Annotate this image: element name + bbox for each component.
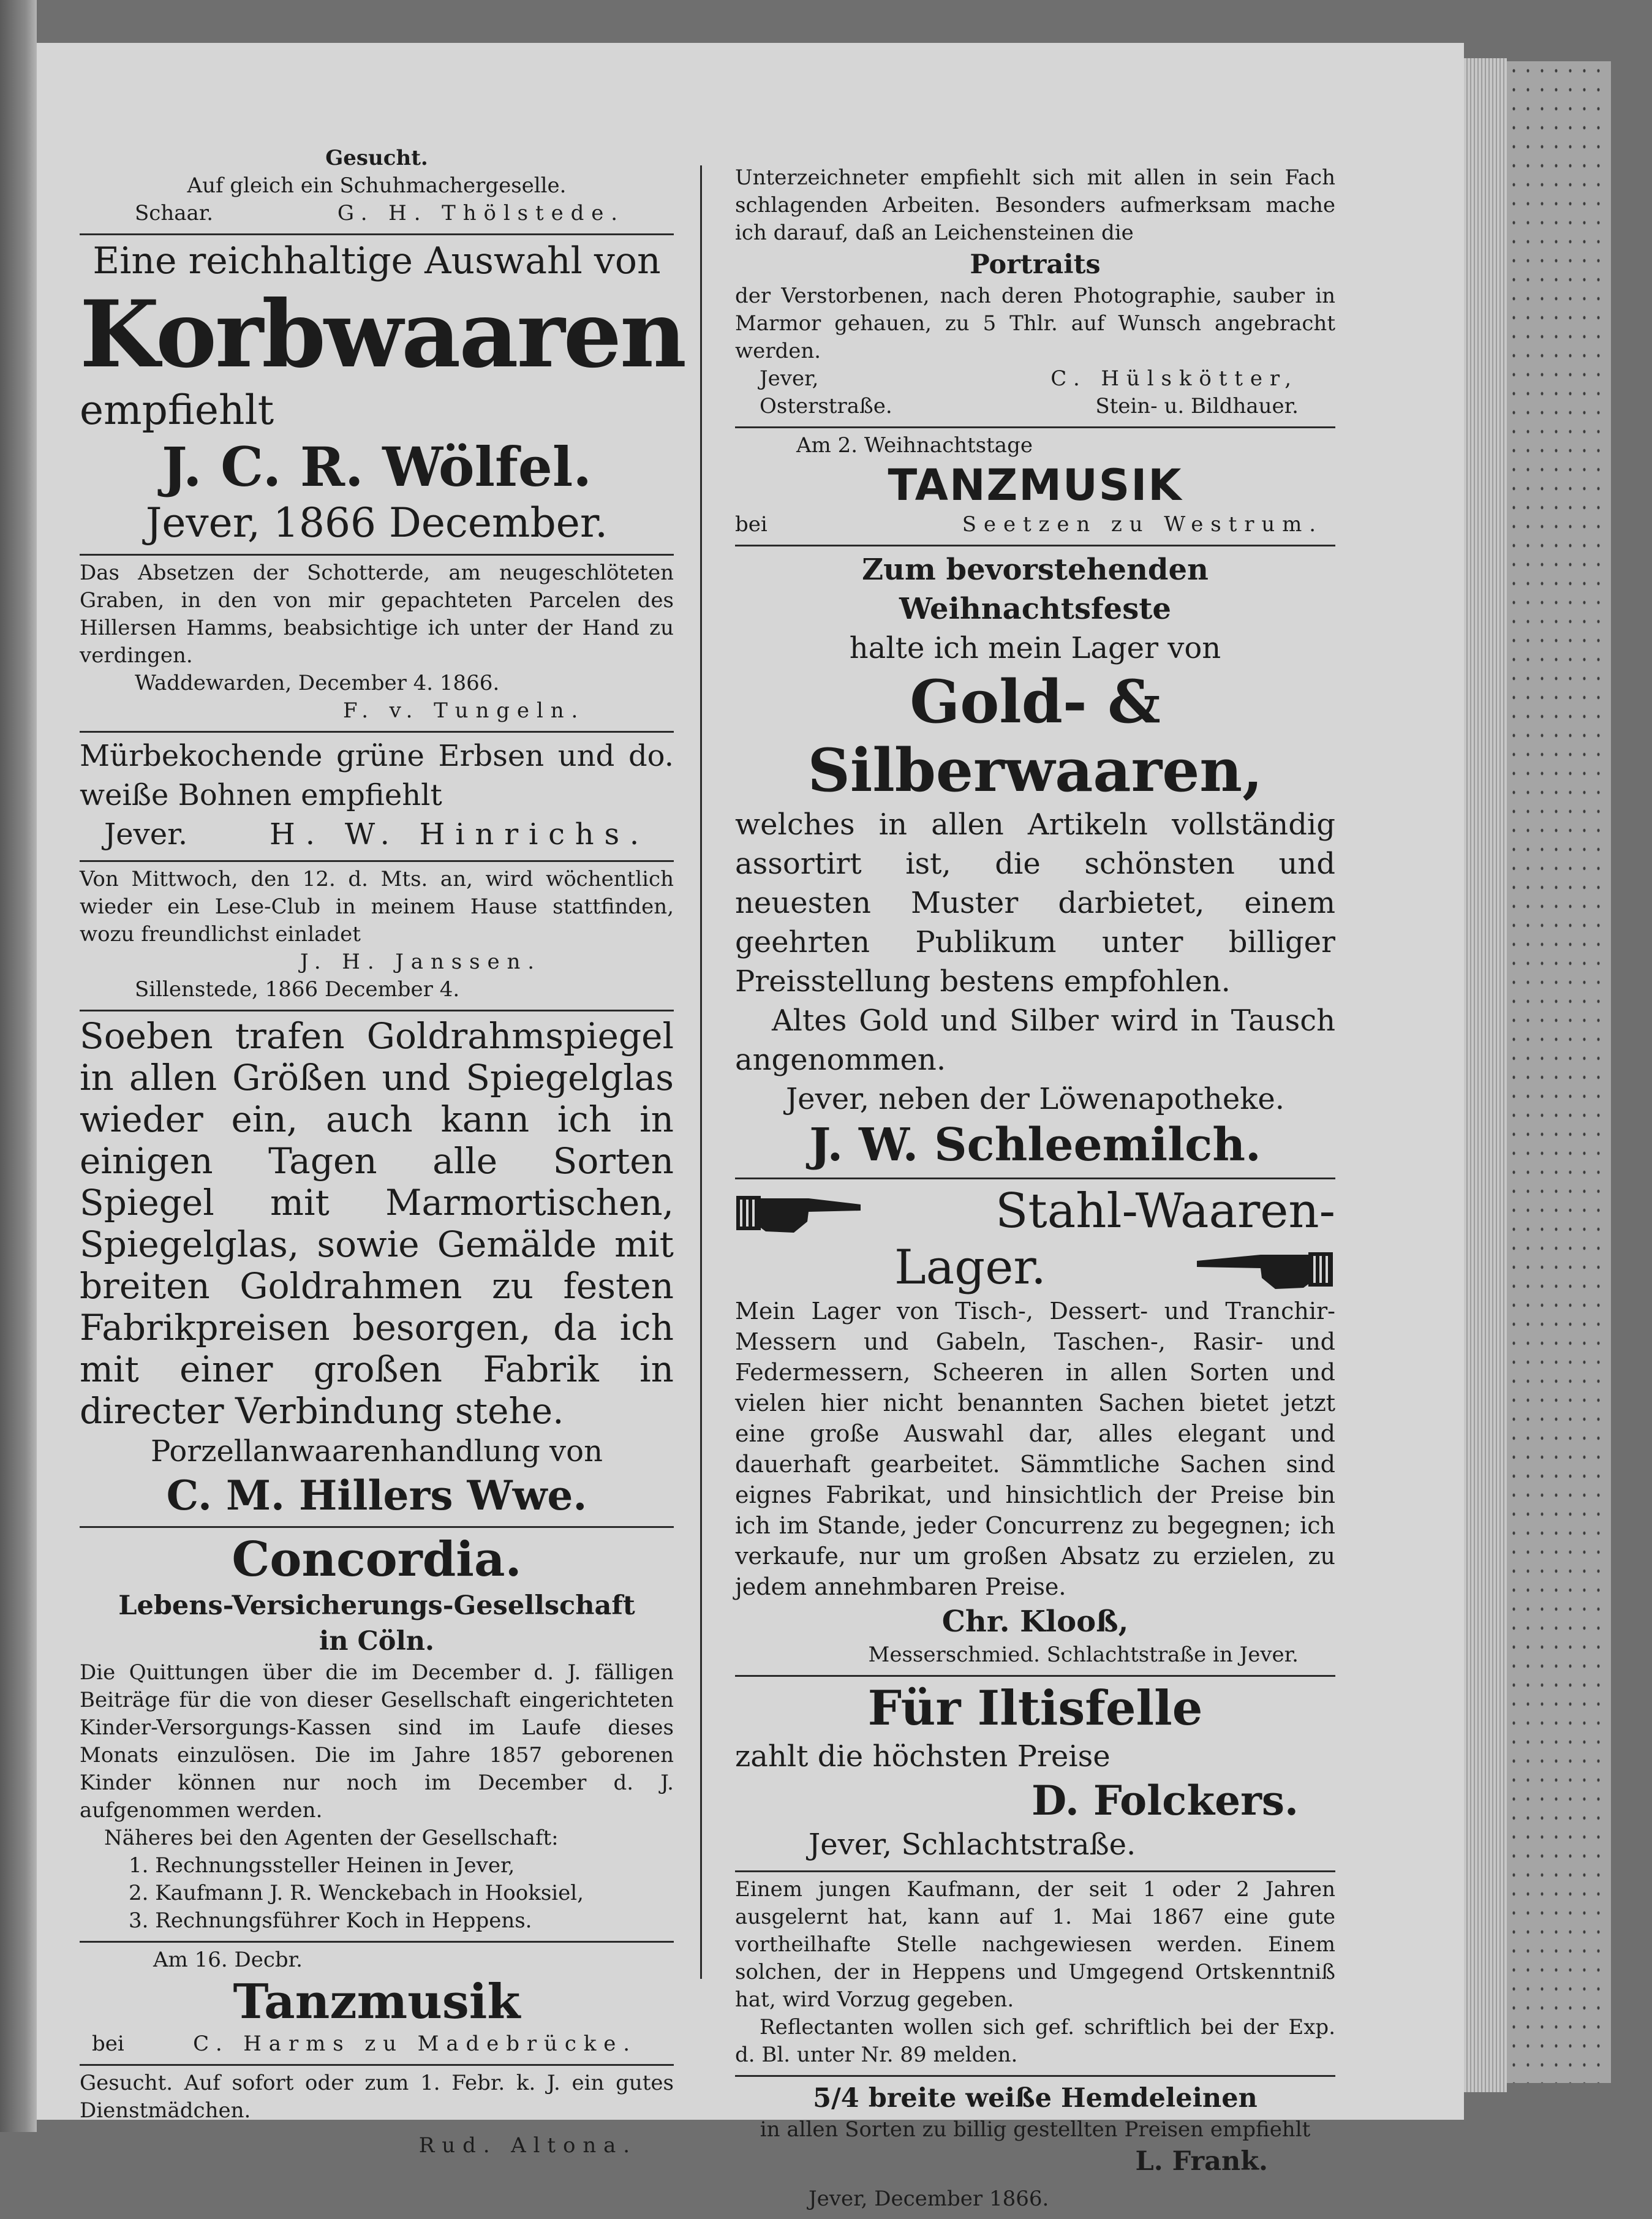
ad-body: Gesucht. Auf sofort oder zum 1. Febr. k. J. ein gutes Dienstmädchen. (80, 2071, 674, 2123)
ad-title: Stahl-Waaren- (995, 1184, 1335, 1239)
ad-body: welches in allen Artikeln vollständig assortirt ist, die schönsten und neuesten Muster darbietet, einem geehrten Publikum unter billiger Preisstellung bestens empfohlen. (735, 807, 1335, 999)
ad-title: Gesucht. (325, 146, 428, 170)
ad-name: H. W. Hinrichs. (270, 817, 649, 852)
ad-location (80, 2030, 674, 2058)
ad-title: Concordia. (232, 1532, 522, 1587)
speckled-cover-board (1507, 61, 1611, 2083)
ad-body: Mürbekochende grüne Erbsen und do. weiße Bohnen empfiehlt (80, 739, 674, 812)
ad-place: Jever, (760, 366, 819, 391)
ad-intro: Zum bevorstehenden Weihnachtsfeste (862, 553, 1209, 626)
ad-signature-2 (735, 393, 1335, 420)
ad-iltisfelle (735, 1677, 1335, 1872)
ad-korbwaaren (80, 235, 685, 556)
ad-bei: bei (735, 512, 768, 537)
ad-place-date: Jever, 1866 December. (145, 499, 608, 546)
ad-body: Das Absetzen der Schotterde, am neugeschlöteten Graben, in den von mir gepachteten Parcelen des Hillersen Hamms, beabsichtige ich unter der Hand zu verdingen. (80, 561, 674, 668)
ad-date: Waddewarden, December 4. 1866. (135, 671, 500, 695)
ad-agents-intro: Näheres bei den Agenten der Gesellschaft: (104, 1826, 559, 1850)
ad-body: Einem jungen Kaufmann, der seit 1 oder 2 Jahren ausgelernt hat, kann auf 1. Mai 1867 eine gute vortheilhafte Stelle nachgewiesen werden. Einem solchen, der in Heppens und Umgegend Ortskenntniß hat, wird Vorzug gegeben. (735, 1877, 1335, 2012)
ad-name: C. M. Hillers Wwe. (166, 1472, 587, 1519)
ad-trade: Stein- u. Bildhauer. (1095, 394, 1299, 418)
ad-name: D. Folckers. (1032, 1777, 1299, 1824)
ad-schotterde (80, 556, 674, 733)
ad-gold-silber (735, 546, 1335, 1179)
ad-place: Jever, neben der Löwenapotheke. (785, 1082, 1285, 1116)
ad-subtitle: Lebens-Versicherungs-Gesellschaft (118, 1590, 635, 1621)
left-column (80, 141, 685, 2166)
ad-title-line (735, 2081, 1335, 2116)
ad-body: zahlt die höchsten Preise (735, 1739, 1111, 1774)
ad-body: Die Quittungen über die im December d. J. fälligen Beiträge für die von dieser Gesellschaft eingerichteten Kinder-Versorgungs-Kassen sind im Laufe dieses Monats einzulösen. Die im Jahre 1857 geborenen Kinder können nur noch im December d. J. aufgenommen werden. (80, 1660, 674, 1823)
ad-where: C. Harms zu Madebrücke. (193, 2032, 637, 2056)
ad-kaufmann (735, 1872, 1335, 2077)
ad-title: Portraits (970, 249, 1101, 280)
ad-tanzmusik-seetzen (735, 428, 1335, 546)
ad-lese-club (80, 862, 674, 1011)
ad-signature (80, 815, 674, 854)
ad-tanzmusik-harms (80, 1943, 674, 2066)
pointing-hand-icon (735, 1184, 864, 1239)
ad-name: C. Hülskötter, (1050, 366, 1299, 391)
ad-body: Soeben trafen Goldrahmspiegel in allen Größen und Spiegelglas wieder ein, auch kann ich in einigen Tagen alle Sorten Spiegel mit Marmortischen, Spiegelglas, sowie Gemälde mit breiten Goldrahmen zu festen Fabrikpreisen besorgen, da ich mit einer großen Fabrik in directer Verbindung stehe. (80, 1015, 674, 1432)
ad-title-row-2 (735, 1239, 1335, 1296)
ad-signature (735, 365, 1335, 393)
ad-signature (80, 200, 674, 227)
ad-body: in allen Sorten zu billig gestellten Preisen empfiehlt (760, 2117, 1311, 2142)
ad-title-row (735, 1183, 1335, 1239)
ad-title: Tanzmusik (233, 1974, 521, 2030)
ad-place: Schaar. (135, 201, 214, 225)
ad-product: Korbwaaren (80, 281, 685, 388)
ad-bei: bei (92, 2032, 124, 2056)
book-binding (0, 0, 37, 2132)
ad-product: Gold- & Silberwaaren, (807, 667, 1263, 805)
ad-intro: Eine reichhaltige Auswahl von (92, 240, 661, 282)
ad-name: J. H. Janssen. (300, 950, 541, 974)
agent-item: 2. Kaufmann J. R. Wenckebach in Hooksiel, (129, 1881, 584, 1905)
ad-body-2: Reflectanten wollen sich gef. schriftlich bei der Exp. d. Bl. unter Nr. 89 melden. (735, 2015, 1335, 2067)
ad-name: F. v. Tungeln. (343, 698, 586, 723)
ad-body-2: der Verstorbenen, nach deren Photographie, sauber in Marmor gehauen, zu 5 Thlr. auf Wunsch angebracht werden. (735, 284, 1335, 363)
ad-place: Jever. (104, 817, 188, 852)
ad-fraction: 5/4 (813, 2083, 859, 2114)
ad-name: L. Frank. (1135, 2146, 1268, 2177)
page-stack-edge (1464, 58, 1507, 2092)
ad-date: Am 16. Decbr. (153, 1948, 303, 1972)
ad-where: Seetzen zu Westrum. (962, 512, 1323, 537)
agent-item: 3. Rechnungsführer Koch in Heppens. (129, 1908, 532, 1933)
ad-city: in Cöln. (319, 1626, 435, 1657)
ad-erbsen (80, 733, 674, 862)
ad-name: J. W. Schleemilch. (809, 1119, 1261, 1171)
ad-body: Mein Lager von Tisch-, Dessert- und Tranchir-Messern und Gabeln, Taschen-, Rasir- und Federmessern, Scheeren in allen Sorten und vielen hier nicht benannten Sachen bietet jetzt eine große Auswahl dar, alles elegant und dauerhaft gearbeitet. Sämmtliche Sachen sind eignes Fabrikat, und hinsichtlich der Preise bin ich im Stande, jeder Concurrenz zu begegnen; ich verkaufe, nur um großen Absatz zu erzielen, zu jedem annehmbaren Preise. (735, 1298, 1335, 1600)
ad-portraits (735, 161, 1335, 428)
ad-location (735, 511, 1335, 539)
column-divider (700, 165, 702, 1979)
ad-title: TANZMUSIK (888, 460, 1183, 510)
ad-date: Sillenstede, 1866 December 4. (135, 977, 460, 1002)
ad-body: Unterzeichneter empfiehlt sich mit allen in sein Fach schlagenden Arbeiten. Besonders aufmerksam mache ich darauf, daß an Leichensteinen die (735, 165, 1335, 245)
ad-stahlwaaren (735, 1179, 1335, 1677)
ad-title: breite weiße Hemdeleinen (868, 2083, 1258, 2114)
ad-name: G. H. Thölstede. (337, 201, 625, 225)
ad-shop: Porzellanwaarenhandlung von (151, 1434, 603, 1469)
right-column (735, 161, 1335, 2219)
ad-date: Am 2. Weihnachtstage (796, 433, 1033, 458)
ad-spiegel (80, 1011, 674, 1528)
ad-footer: Messerschmied. Schlachtstraße in Jever. (868, 1643, 1299, 1667)
ad-body: Von Mittwoch, den 12. d. Mts. an, wird wöchentlich wieder ein Lese-Club in meinem Hause stattfinden, wozu freundlichst einladet (80, 867, 674, 947)
ad-street: Osterstraße. (760, 394, 892, 418)
ad-verb: empfiehlt (80, 387, 274, 434)
ad-body-2: Altes Gold und Silber wird in Tausch angenommen. (735, 1004, 1335, 1077)
ad-gesucht-schuhmacher (80, 141, 674, 235)
ad-hemdeleinen (735, 2077, 1335, 2219)
ad-date: Jever, December 1866. (809, 2187, 1049, 2211)
pointing-hand-icon (1194, 1240, 1335, 1295)
ad-place: Jever, Schlachtstraße. (809, 1828, 1136, 1862)
ad-name: Chr. Klooß, (941, 1605, 1129, 1639)
ad-title: Für Iltisfelle (867, 1680, 1203, 1736)
ad-concordia (80, 1528, 674, 1943)
ad-name: J. C. R. Wölfel. (162, 435, 592, 499)
agent-item: 1. Rechnungssteller Heinen in Jever, (129, 1853, 515, 1878)
ad-intro-2: halte ich mein Lager von (849, 631, 1221, 665)
ad-dienstmaedchen (80, 2066, 674, 2166)
ad-name: Rud. Altona. (418, 2133, 637, 2158)
ad-title-2: Lager. (894, 1240, 1046, 1295)
ad-body: Auf gleich ein Schuhmachergeselle. (187, 173, 567, 198)
